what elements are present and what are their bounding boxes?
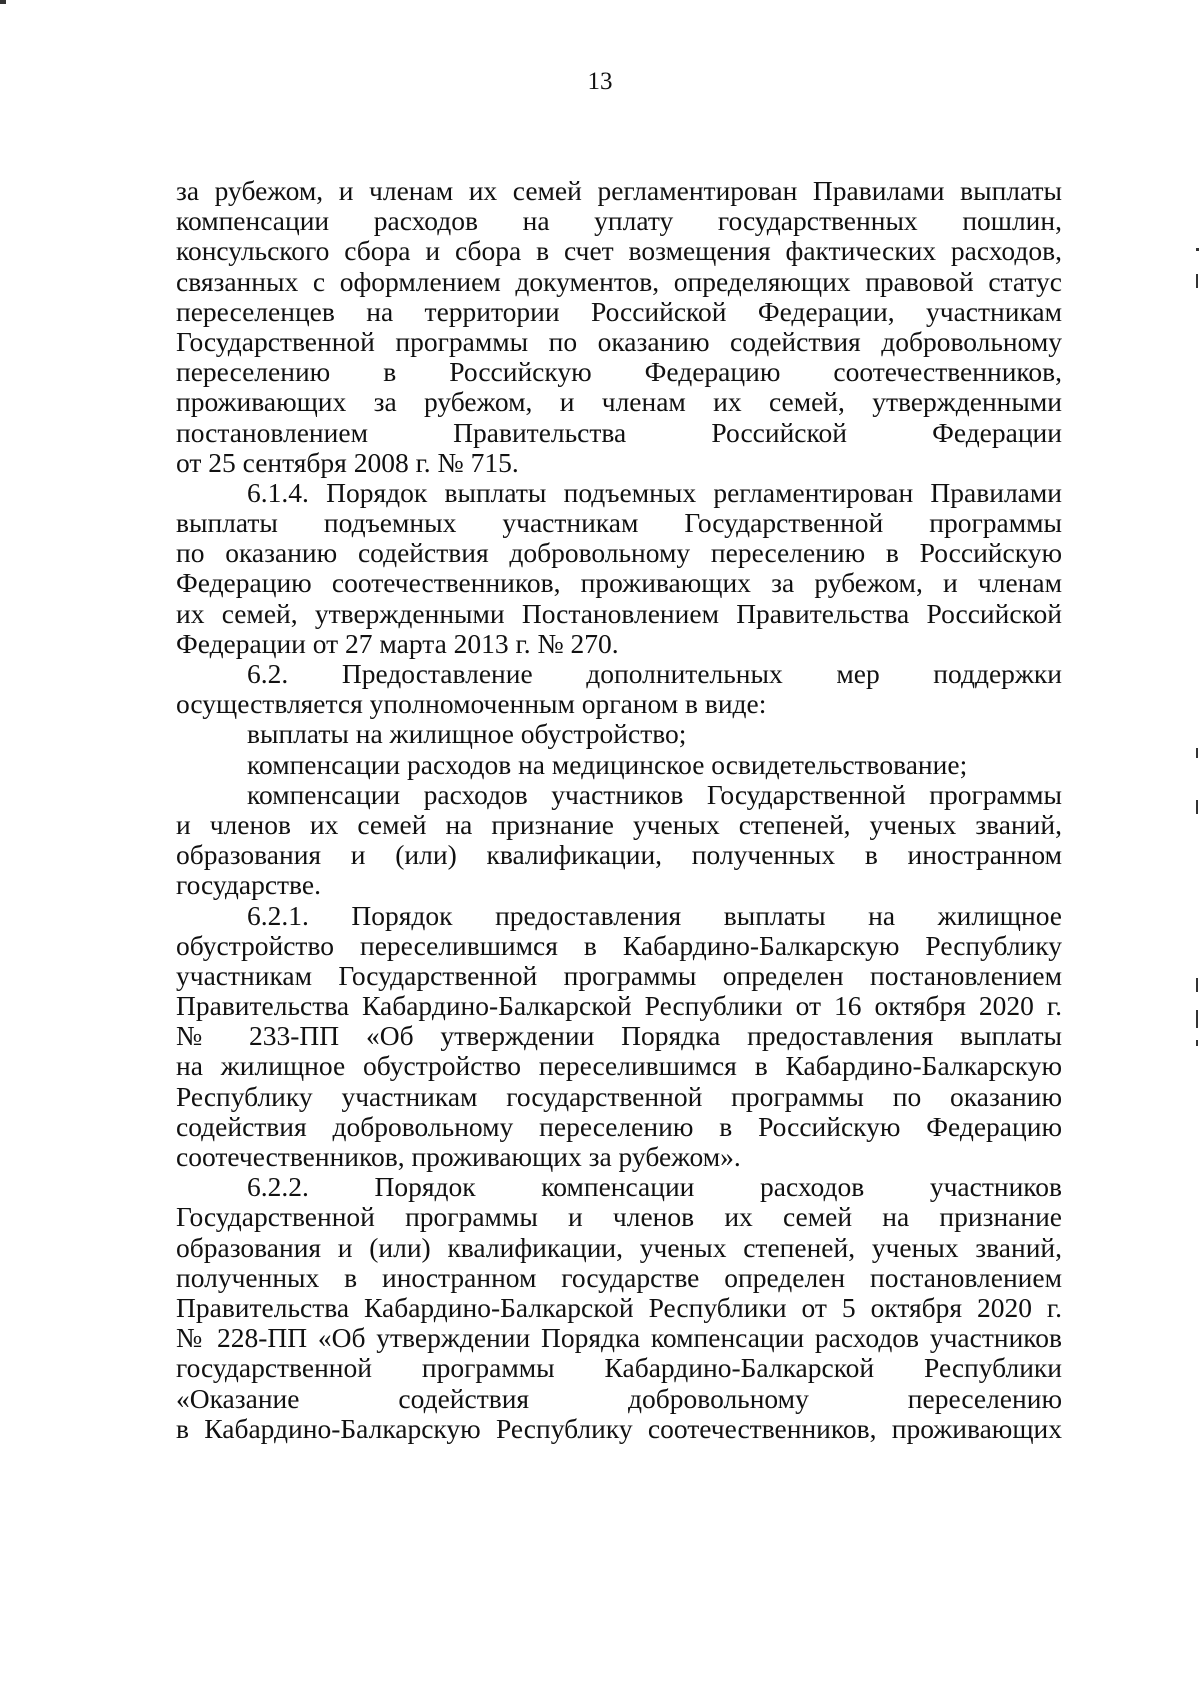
text-line: Государственной программы и членов их семей на признание [176, 1201, 1062, 1233]
text-line: выплаты на жилищное обустройство; [247, 718, 687, 750]
text-line: проживающих за рубежом, и членам их семей, утвержденными [176, 386, 1062, 418]
text-line: на жилищное обустройство переселившимся в Кабардино-Балкарскую [176, 1050, 1062, 1082]
text-line: № 228-ПП «Об утверждении Порядка компенсации расходов участников [176, 1322, 1062, 1354]
text-line: «Оказание содействия добровольному переселению [176, 1382, 1062, 1414]
text-line: переселенцев на территории Российской Федерации, участникам [176, 295, 1062, 327]
scan-artifact [1196, 1010, 1198, 1028]
text-line: Федерацию соотечественников, проживающих за рубежом, и членам [176, 567, 1062, 599]
text-line: и членов их семей на признание ученых степеней, ученых званий, [176, 808, 1062, 840]
scan-artifact [1196, 748, 1198, 758]
text-line: от 25 сентября 2008 г. № 715. [176, 446, 519, 478]
scan-artifact [1196, 978, 1198, 992]
text-line: за рубежом, и членам их семей регламентирован Правилами выплаты [176, 175, 1062, 206]
text-line: выплаты подъемных участникам Государственной программы [176, 507, 1062, 539]
text-line: компенсации расходов на медицинское освидетельствование; [247, 748, 968, 780]
scan-artifact [1196, 800, 1198, 814]
text-line: их семей, утвержденными Постановлением Правительства Российской [176, 597, 1062, 629]
text-line: осуществляется уполномоченным органом в виде: [176, 688, 767, 720]
page-number: 13 [587, 68, 613, 95]
text-line: государстве. [176, 869, 321, 901]
text-line: 6.2.2. Порядок компенсации расходов участников [247, 1171, 1062, 1203]
text-line: № 233-ПП «Об утверждении Порядка предоставления выплаты [176, 1020, 1062, 1052]
text-line: соотечественников, проживающих за рубежом». [176, 1141, 741, 1172]
text-line: компенсации расходов участников Государственной программы [247, 778, 1062, 810]
text-line: содействия добровольному переселению в Российскую Федерацию [176, 1110, 1062, 1142]
text-line: Государственной программы по оказанию содействия добровольному [176, 325, 1062, 357]
scan-artifact [1196, 248, 1199, 251]
text-line: Правительства Кабардино-Балкарской Республики от 16 октября 2020 г. [176, 990, 1062, 1022]
scan-artifact [1196, 1040, 1198, 1046]
text-line: Республику участникам государственной программы по оказанию [176, 1080, 1062, 1112]
text-line: по оказанию содействия добровольному переселению в Российскую [176, 537, 1062, 569]
text-line: образования и (или) квалификации, ученых степеней, ученых званий, [176, 1231, 1062, 1263]
text-line: Правительства Кабардино-Балкарской Республики от 5 октября 2020 г. [176, 1291, 1062, 1323]
text-line: связанных с оформлением документов, определяющих правовой статус [176, 265, 1062, 297]
scan-artifact [0, 0, 6, 4]
text-line: 6.2.1. Порядок предоставления выплаты на жилищное [247, 899, 1062, 931]
text-line: 6.2. Предоставление дополнительных мер поддержки [247, 658, 1062, 689]
text-line: полученных в иностранном государстве определен постановлением [176, 1261, 1062, 1293]
text-line: 6.1.4. Порядок выплаты подъемных регламентирован Правилами [247, 476, 1062, 508]
text-line: компенсации расходов на уплату государственных пошлин, [176, 205, 1062, 237]
text-line: переселению в Российскую Федерацию соотечественников, [176, 356, 1062, 388]
text-line: в Кабардино-Балкарскую Республику соотечественников, проживающих [176, 1412, 1062, 1444]
scan-artifact [1196, 274, 1198, 288]
text-line: образования и (или) квалификации, полученных в иностранном [176, 839, 1062, 871]
text-line: участникам Государственной программы определен постановлением [176, 959, 1062, 991]
document-body [176, 176, 1062, 1444]
text-line: Федерации от 27 марта 2013 г. № 270. [176, 627, 619, 659]
text-line: государственной программы Кабардино-Балкарской Республики [176, 1352, 1062, 1384]
text-line: консульского сбора и сбора в счет возмещения фактических расходов, [176, 235, 1062, 267]
text-line: постановлением Правительства Российской Федерации [176, 416, 1062, 448]
text-line: обустройство переселившимся в Кабардино-Балкарскую Республику [176, 929, 1062, 961]
